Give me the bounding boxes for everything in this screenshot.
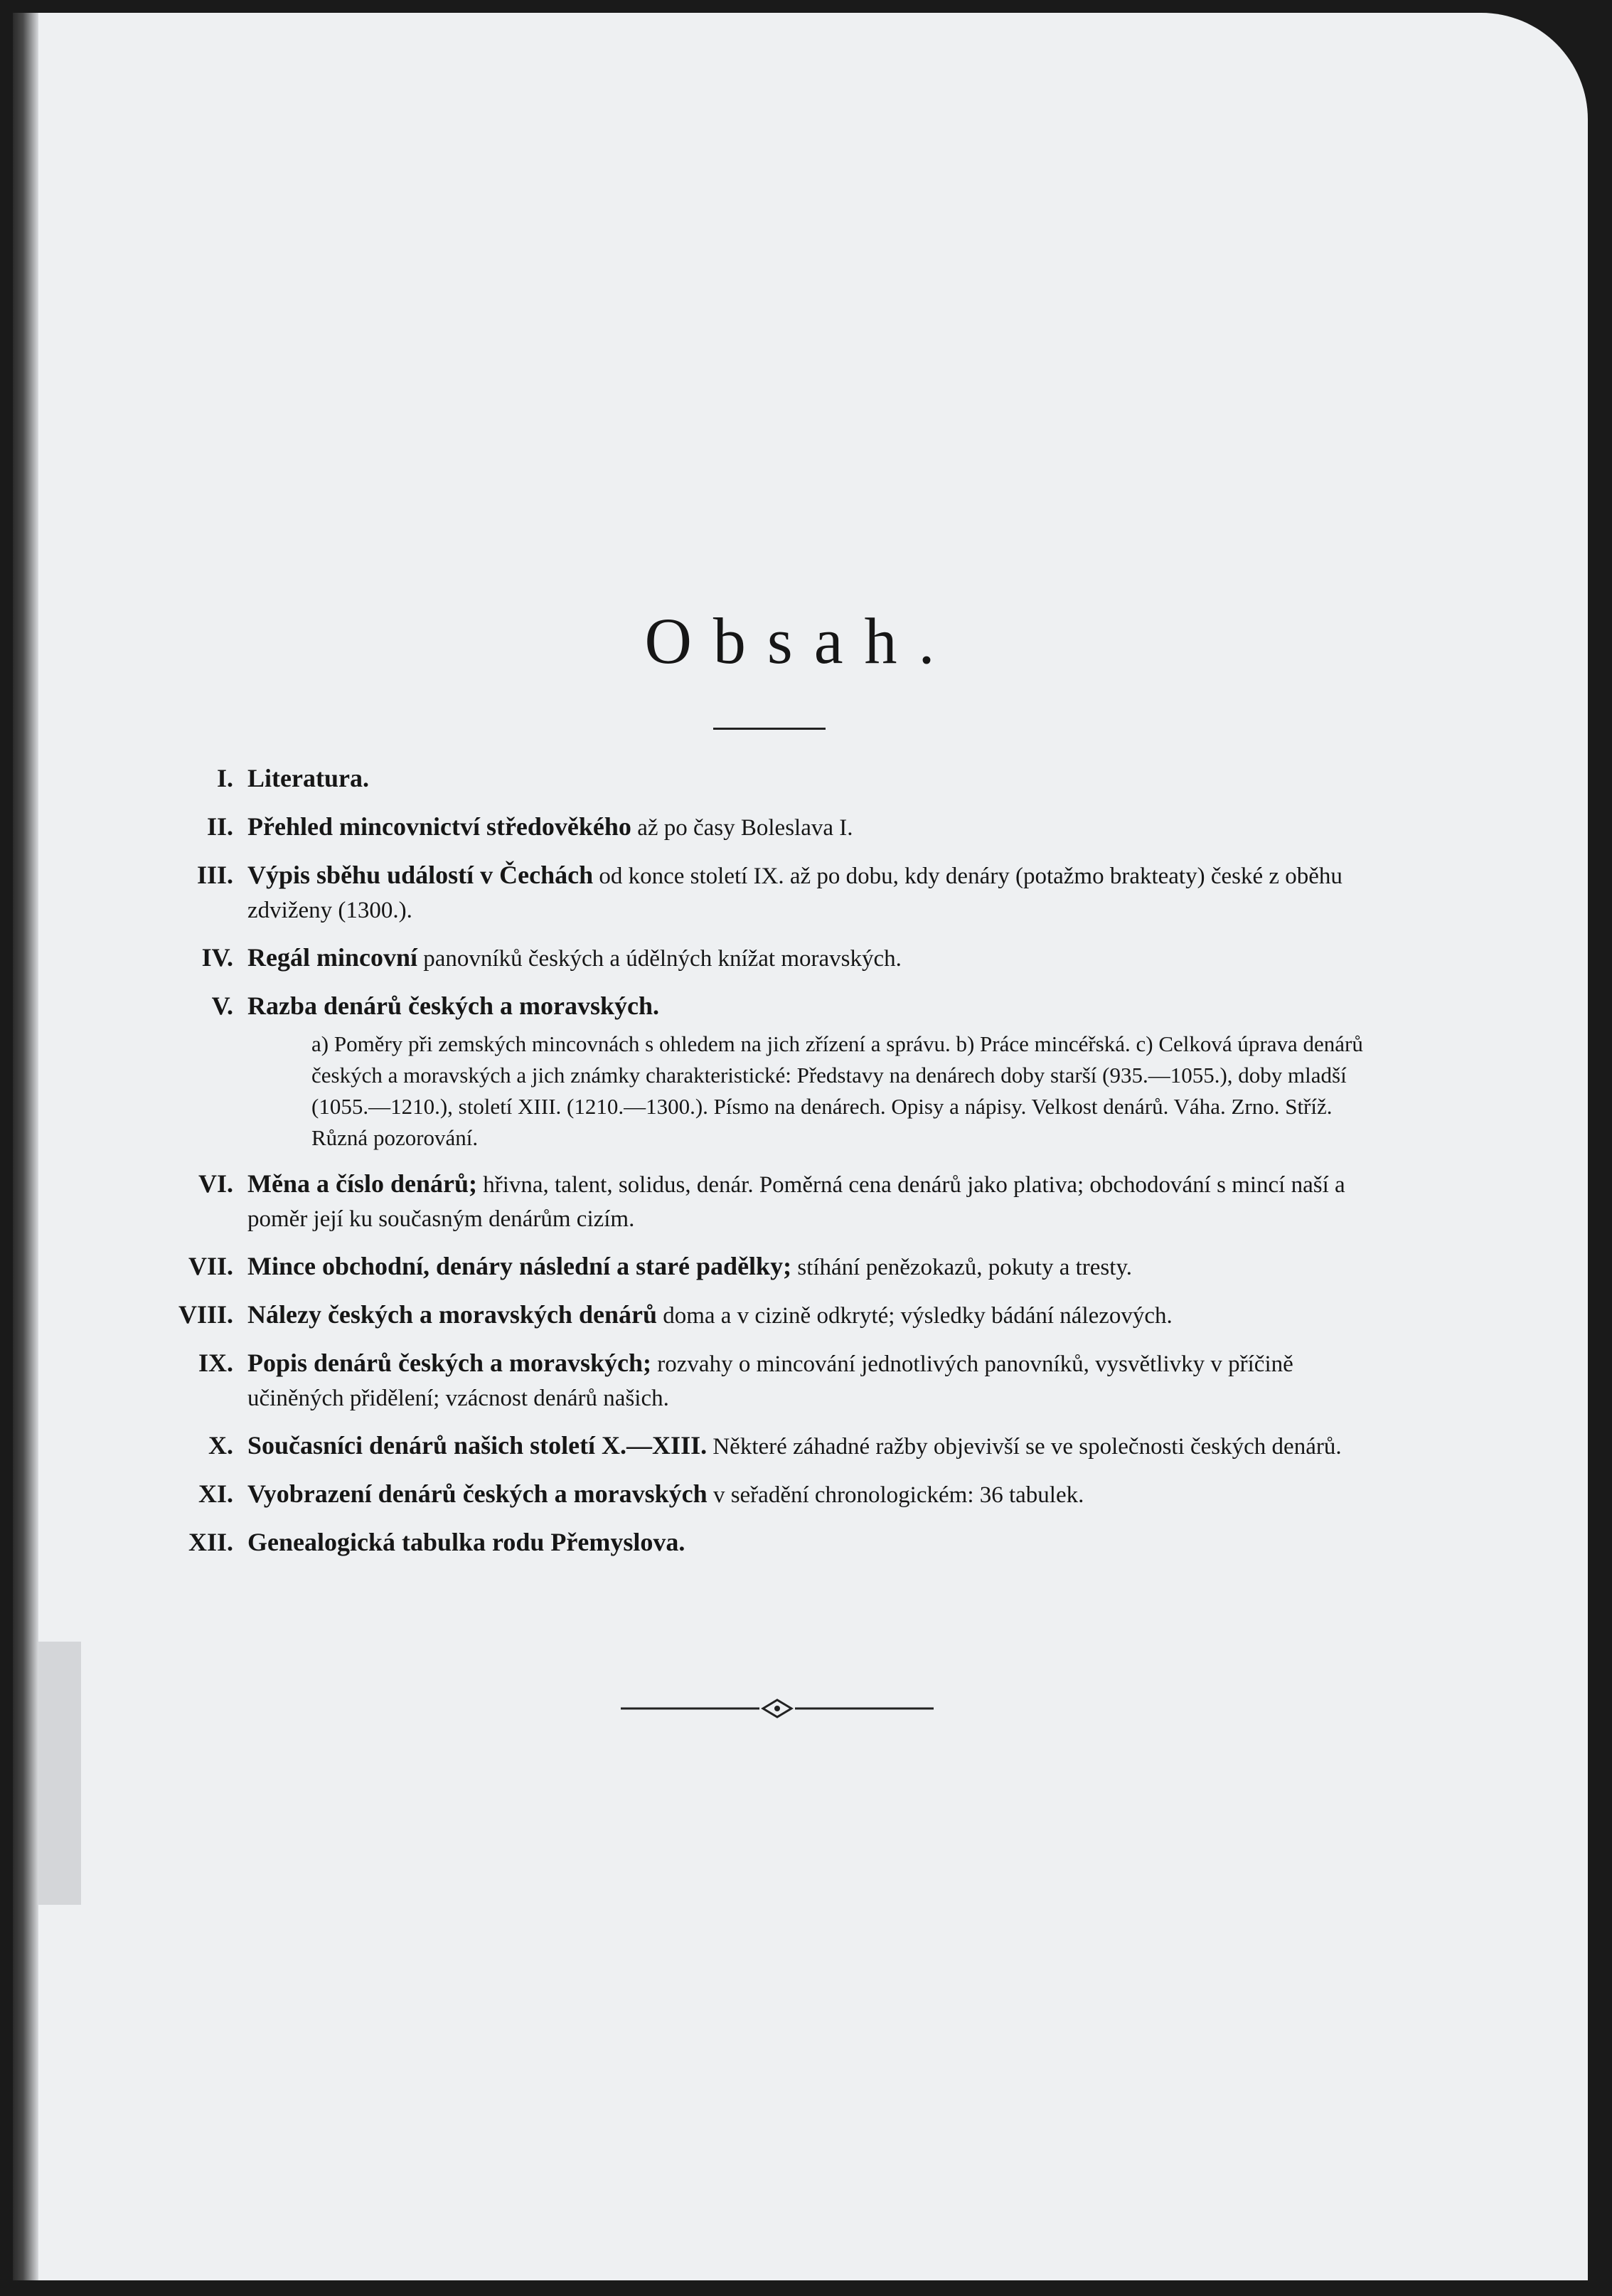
toc-entry-3: [162, 858, 1385, 928]
page-title: Obsah.: [644, 605, 956, 677]
toc-title: Nálezy českých a moravských denárů: [247, 1300, 657, 1329]
toc-entry-2: [162, 809, 1385, 845]
toc-description: až po časy Boleslava I.: [631, 815, 853, 841]
toc-entry-11: [162, 1477, 1385, 1512]
toc-description: hřivna, talent, solidus, denár. Poměrná cena denárů jako plativa; obchodování s mincí naší a poměr její ku současným denárům cizím.: [247, 1172, 1345, 1232]
toc-description: rozvahy o mincování jednotlivých panovníků, vysvětlivky v příčině učiněných přidělení; vzácnost denárů našich.: [247, 1351, 1293, 1411]
toc-subsection: a) Poměry při zemských mincovnách s ohledem na jich zřízení a správu. b) Práce mincéřská. c) Celková úprava denárů českých a moravských a jich známky charakteristické: Představy na denárech doby starší (935.—1055.), doby mladší (1055.—1210.), století XIII. (1210.—1300.). Písmo na denárech. Opisy a nápisy. Velkost denárů. Váha. Zrno. Stříž. Různá pozorování.: [311, 1031, 1363, 1150]
toc-entry-12: [162, 1525, 1385, 1561]
toc-number: IX.: [198, 1349, 233, 1377]
toc-description: doma a v cizině odkryté; výsledky bádání nálezových.: [656, 1303, 1173, 1329]
toc-title: Výpis sběhu událostí v Čechách: [247, 861, 594, 889]
toc-number: IV.: [201, 943, 233, 972]
toc-title: Současníci denárů našich století X.—XIII.: [247, 1431, 708, 1460]
toc-title: Regál mincovní: [247, 943, 417, 972]
toc-description: Některé záhadné ražby objevivší se ve společnosti českých denárů.: [707, 1434, 1342, 1460]
toc-entry-7: [162, 1249, 1385, 1285]
title-rule: [713, 728, 826, 730]
table-of-contents: [162, 761, 1385, 1573]
toc-title: Literatura.: [247, 764, 369, 792]
toc-title: Genealogická tabulka rodu Přemyslova.: [247, 1528, 685, 1556]
toc-title: Měna a číslo denárů;: [247, 1169, 477, 1198]
toc-number: VIII.: [178, 1300, 233, 1329]
toc-number: III.: [196, 861, 233, 889]
toc-description: panovníků českých a údělných knížat moravských.: [417, 946, 902, 972]
spine-paper-strip: [38, 1642, 81, 1905]
toc-entry-10: [162, 1428, 1385, 1464]
toc-title: Přehled mincovnictví středověkého: [247, 812, 631, 841]
toc-title: Vyobrazení denárů českých a moravských: [247, 1479, 708, 1508]
toc-number: XII.: [188, 1528, 233, 1556]
toc-number: VII.: [188, 1252, 233, 1280]
toc-entry-8: [162, 1297, 1385, 1333]
book-spine-shadow: [13, 13, 38, 2280]
toc-title: Mince obchodní, denáry následní a staré padělky;: [247, 1252, 792, 1280]
toc-title: Razba denárů českých a moravských.: [247, 992, 660, 1020]
toc-number: XI.: [198, 1479, 233, 1508]
toc-number: VI.: [198, 1169, 233, 1198]
toc-entry-5: [162, 989, 1385, 1154]
toc-number: X.: [208, 1431, 233, 1460]
toc-number: I.: [216, 764, 233, 792]
toc-description: od konce století IX. až po dobu, kdy denáry (potažmo brakteaty) české z oběhu zdviženy (1300.).: [247, 863, 1343, 923]
page: [13, 13, 1588, 2280]
toc-number: II.: [206, 812, 233, 841]
toc-entry-4: [162, 940, 1385, 976]
toc-entry-6: [162, 1166, 1385, 1236]
toc-description: v seřadění chronologickém: 36 tabulek.: [707, 1482, 1084, 1508]
toc-entry-9: [162, 1346, 1385, 1415]
toc-entry-1: [162, 761, 1385, 797]
ornament-divider: [621, 1697, 934, 1720]
toc-description: stíhání penězokazů, pokuty a tresty.: [791, 1255, 1133, 1280]
toc-title: Popis denárů českých a moravských;: [247, 1349, 652, 1377]
toc-number: V.: [211, 992, 233, 1020]
